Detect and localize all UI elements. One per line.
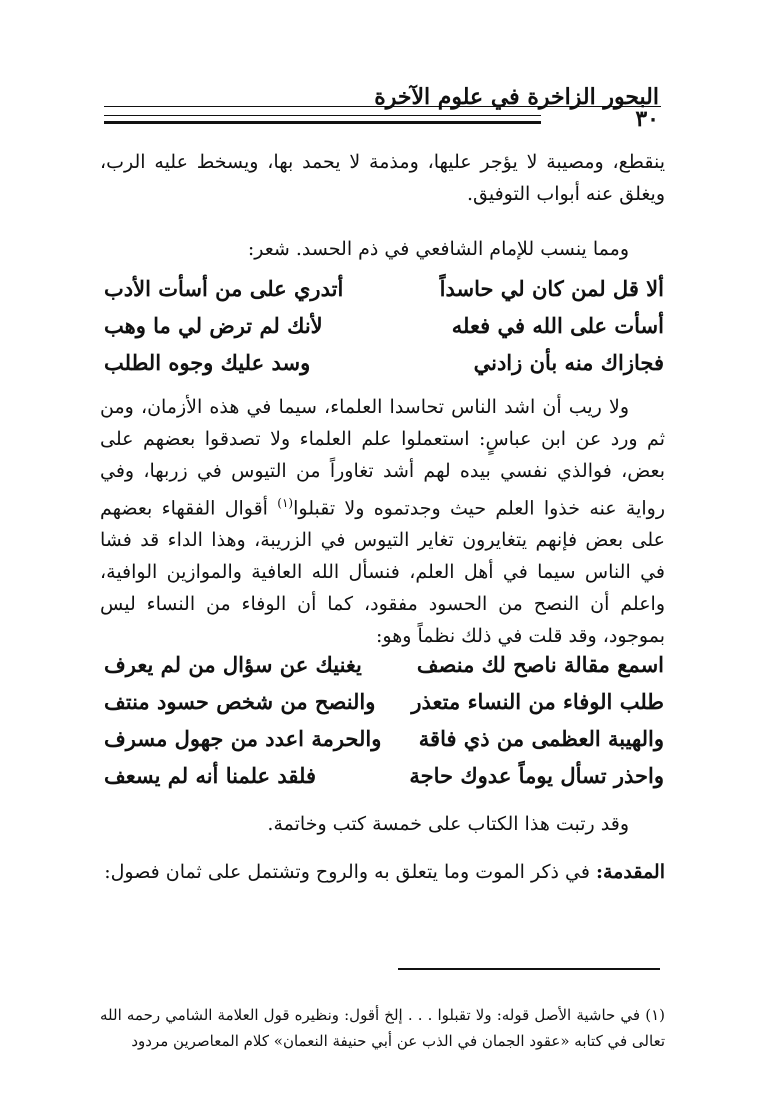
poem1-intro: ومما ينسب للإمام الشافعي في ذم الحسد. شعر:: [247, 238, 629, 260]
paragraph-2-part-a: ولا ريب أن اشد الناس تحاسدا العلماء، سيما في هذه الأزمان، ومن ثم ورد عن ابن عباسٍ: استعملوا علم العلماء ولا تصدقوا بعضهم على بعض، فوالذي نفسي بيده لهم أشد تغاوراً من التيوس في زربها، وفي رواية عنه خذوا العلم حيث وجدتموه ولا تقبلوا: [100, 396, 665, 520]
paragraph-2-part-b: أقوال الفقهاء بعضهم على بعض فإنهم يتغايرون تغاير التيوس في الزريبة، وهذا الداء قد فشا في الناس سيما في أهل العلم، فنسأل الله العافية والموازين الوافية، واعلم أن النصح من الحسود مفقود، كما أن الوفاء من النساء ليس بموجود، وقد قلت في ذلك نظماً وهو:: [100, 497, 665, 648]
page-number: ٣٠: [635, 106, 659, 132]
footnote: (١) في حاشية الأصل قوله: ولا تقبلوا . . . إلخ أقول: ونظيره قول العلامة الشامي رحمه الله تعالى في كتابه «عقود الجمان في الذب عن أبي حنيفة النعمان» كلام المعاصرين مردود: [100, 1006, 665, 1050]
poem1-verse-3: [104, 350, 664, 386]
running-title: البحور الزاخرة في علوم الآخرة: [374, 84, 659, 110]
verse-second-hemistich: والحرمة اعدد من جهول مسرف: [104, 726, 382, 751]
introduction-text: في ذكر الموت وما يتعلق به والروح وتشتمل على ثمان فصول:: [104, 861, 596, 883]
poem2-verse-3: [104, 726, 664, 762]
poem2-verse-1: [104, 652, 664, 688]
verse-first-hemistich: اسمع مقالة ناصح لك منصف: [416, 652, 664, 677]
paragraph-3: وقد رتبت هذا الكتاب على خمسة كتب وخاتمة.: [267, 813, 629, 835]
verse-first-hemistich: طلب الوفاء من النساء متعذر: [411, 689, 664, 714]
introduction-line: [100, 856, 665, 888]
verse-first-hemistich: والهيبة العظمى من ذي فاقة: [418, 726, 664, 751]
poem1-verse-2: [104, 313, 664, 349]
footnote-ref: (١): [277, 496, 294, 510]
header-rule-thick: [104, 121, 541, 124]
verse-first-hemistich: أسأت على الله في فعله: [451, 313, 664, 338]
paragraph-1: ينقطع، ومصيبة لا يؤجر عليها، ومذمة لا يحمد بها، ويسخط عليه الرب، ويغلق عنه أبواب التوفيق.: [100, 151, 665, 205]
poem1-verse-1: [104, 276, 664, 312]
paragraph-2: [100, 391, 665, 652]
verse-first-hemistich: فجازاك منه بأن زادني: [473, 350, 664, 375]
introduction-label: المقدمة:: [595, 861, 665, 883]
verse-first-hemistich: ألا قل لمن كان لي حاسداً: [439, 276, 664, 301]
poem2-verse-2: [104, 689, 664, 725]
poem2-verse-4: [104, 763, 664, 799]
verse-second-hemistich: والنصح من شخص حسود منتف: [104, 689, 376, 714]
header-rule-top: [104, 106, 661, 107]
verse-second-hemistich: لأنك لم ترض لي ما وهب: [104, 313, 323, 338]
footnote-rule: [398, 968, 660, 970]
verse-first-hemistich: واحذر تسأل يوماً عدوك حاجة: [409, 763, 664, 788]
header-rule-thin: [104, 115, 541, 116]
verse-second-hemistich: فلقد علمنا أنه لم يسعف: [104, 763, 316, 788]
verse-second-hemistich: وسد عليك وجوه الطلب: [104, 350, 311, 375]
verse-second-hemistich: يغنيك عن سؤال من لم يعرف: [104, 652, 362, 677]
verse-second-hemistich: أتدري على من أسأت الأدب: [104, 276, 344, 301]
